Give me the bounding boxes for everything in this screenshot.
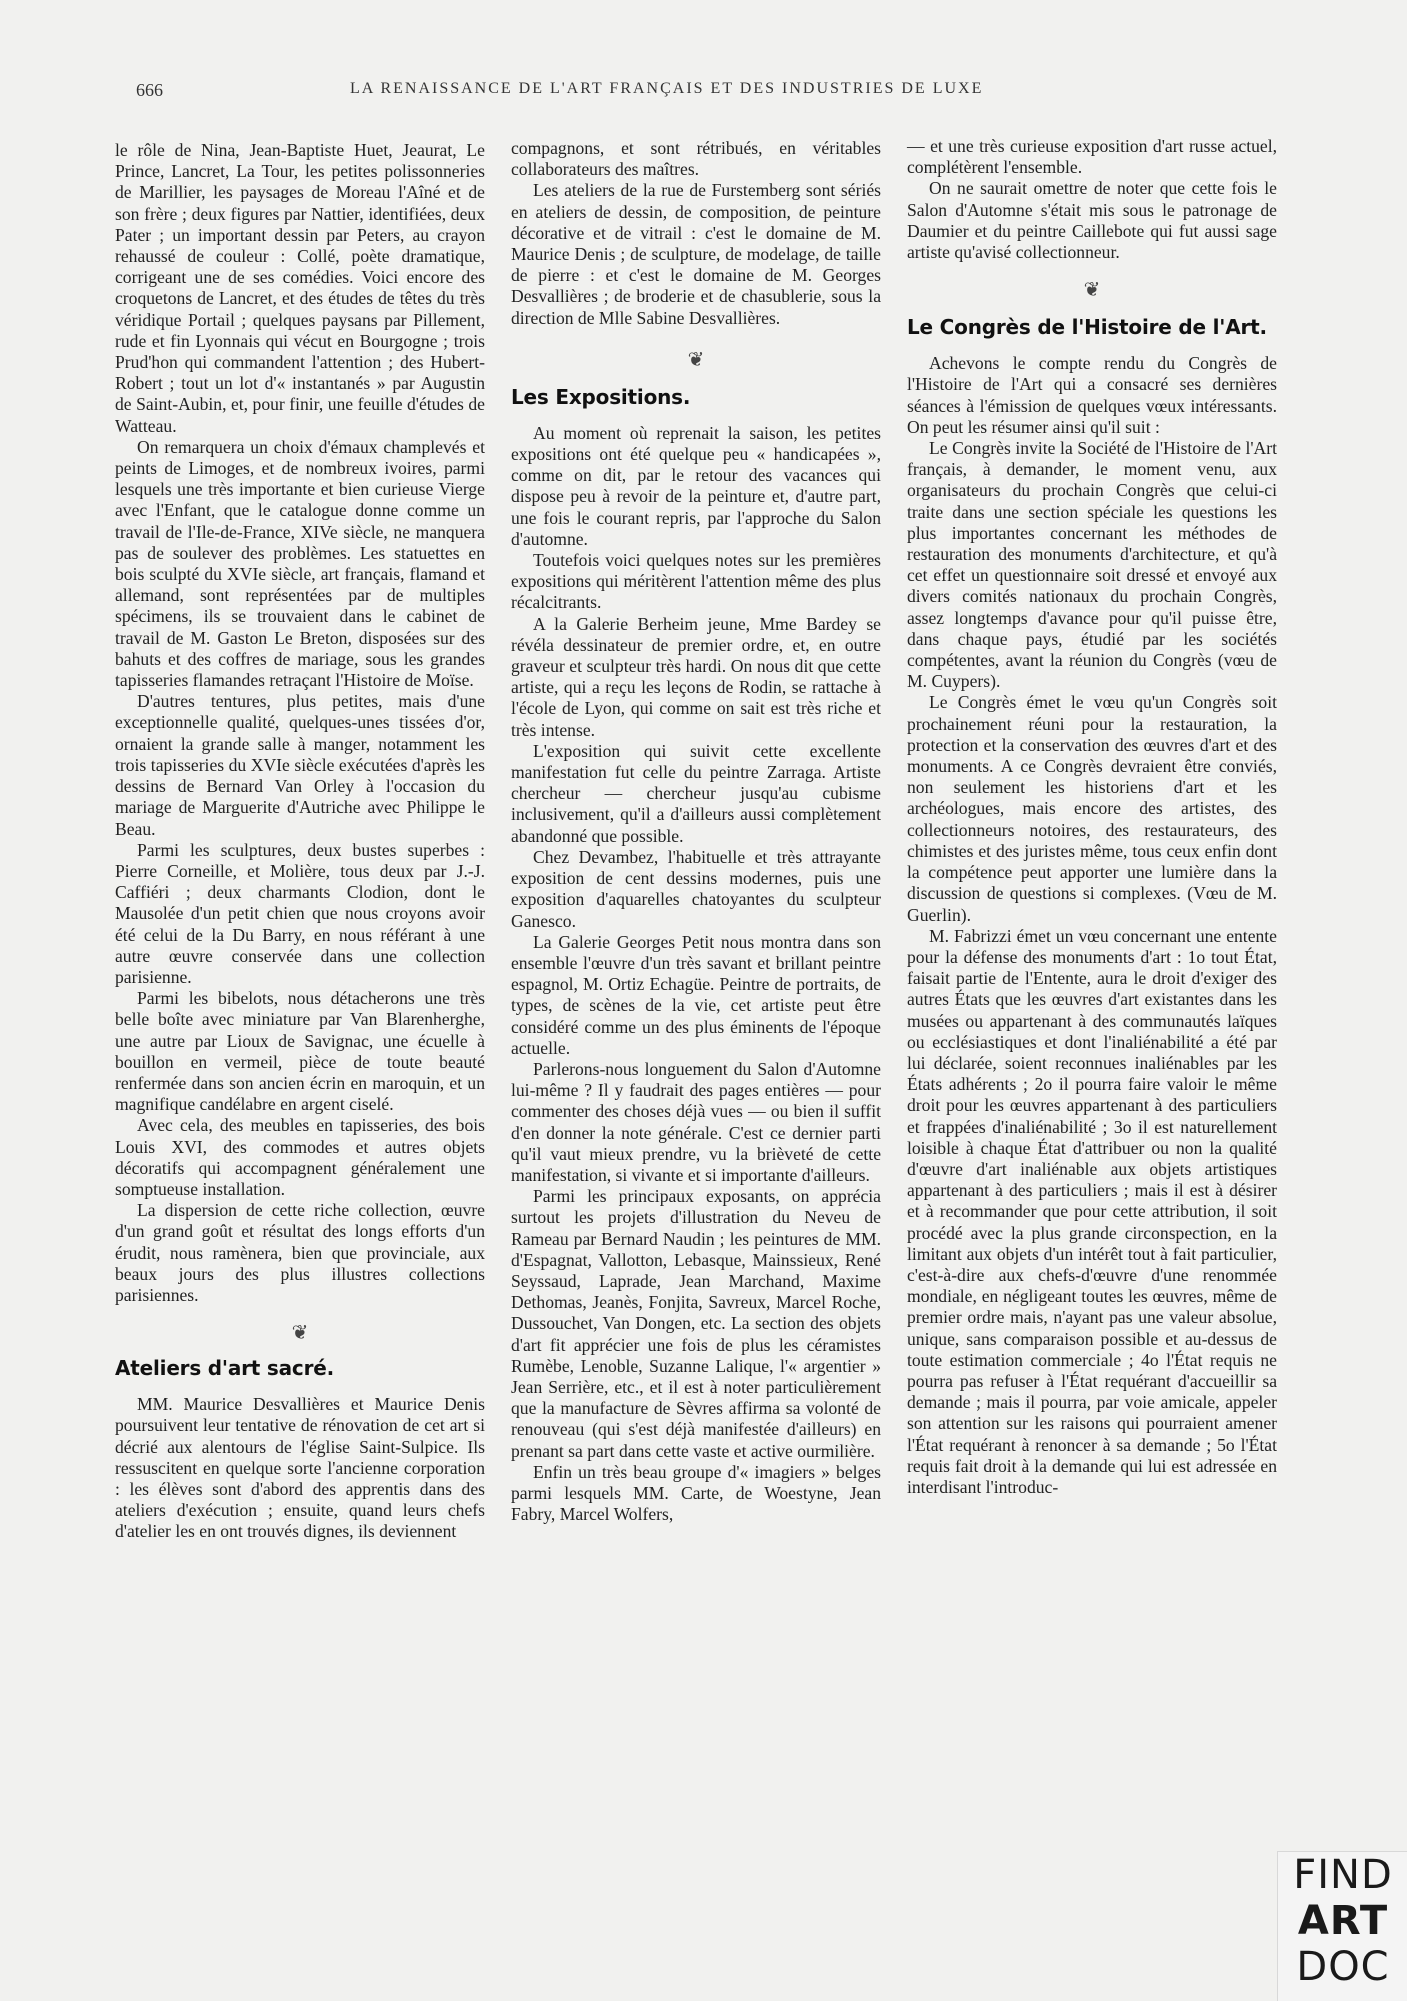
page-number: 666 [136,80,163,100]
paragraph: A la Galerie Berheim jeune, Mme Bardey se révéla dessinateur de premier ordre, et, en outre graveur et sculpteur très hardi. On nous dit que cette artiste, qui a reçu les leçons de Rodin, se rattache à l'école de Lyon, qui comme on sait est très riche et très intense. [511,613,881,740]
paragraph: Enfin un très beau groupe d'« imagiers » belges parmi lesquels MM. Carte, de Woestyne, Jean Fabry, Marcel Wolfers, [511,1461,881,1525]
paragraph: Le Congrès émet le vœu qu'un Congrès soit prochainement réuni pour la restauration, la protection et la conservation des œuvres d'art et des monuments. A ce Congrès devraient être conviés, non seulement les historiens d'art et les archéologues, mais encore des artistes, des collectionneurs notoires, des restaurateurs, des chimistes et des juristes même, tous ceux enfin dont la compétence peut apporter une lumière dans la discussion de questions si complexes. (Vœu de M. Guerlin). [907,692,1277,925]
paragraph: Toutefois voici quelques notes sur les premières expositions qui méritèrent l'attention même des plus récalcitrants. [511,550,881,613]
column-3 [907,136,1277,1498]
paragraph: La dispersion de cette riche collection, œuvre d'un grand goût et résultat des longs efforts d'un érudit, nous ramènera, bien que provinciale, aux beaux jours des plus illustres collections parisiennes. [115,1200,485,1305]
paragraph: M. Fabrizzi émet un vœu concernant une entente pour la défense des monuments d'art : 1o tout État, faisait partie de l'Entente, aura le droit d'exiger des autres États que les œuvres d'art existantes dans les musées ou appartenant à des communautés laïques ou ecclésiastiques et dont l'inaliénabilité a été par lui déclarée, soient reconnues inaliénables par les États adhérents ; 2o il pourra faire valoir le même droit pour les œuvres appartenant à des particuliers et frappées d'inaliénabilité ; 3o il est naturellement loisible à chaque État d'attribuer ou non la qualité d'œuvre d'art inaliénable aux objets artistiques appartenant à des particuliers ; mais il est à désirer et à recommander que pour cette attribution, il soit procédé avec la plus grande circonspection, en la limitant aux objets d'un intérêt tout à fait particulier, c'est-à-dire aux chefs-d'œuvre d'une renommée mondiale, en négligeant toutes les œuvres, même de premier ordre mais, n'ayant pas une valeur absolue, unique, sans comparaison possible et au-dessus de toute estimation commerciale ; 4o l'État requis ne pourra pas refuser à l'État requérant d'accueillir sa demande ; mais il pourra, par voie amicale, appeler son attention sur les raisons qui pourraient amener l'État requérant à renoncer à sa demande ; 5o l'État requis fait droit à la demande qui lui est adressée en interdisant l'introduc- [907,925,1277,1497]
paragraph: — et une très curieuse exposition d'art russe actuel, complétèrent l'ensemble. [907,136,1277,178]
paragraph: Parmi les bibelots, nous détacherons une très belle boîte avec miniature par Van Blarenherghe, une autre par Lioux de Savignac, une écuelle à bouillon en vermeil, pièce de toute beauté renfermée dans son ancien écrin en maroquin, et un magnifique candélabre en argent ciselé. [115,988,485,1115]
running-title: LA RENAISSANCE DE L'ART FRANÇAIS ET DES INDUSTRIES DE LUXE [350,80,984,97]
paragraph: On remarquera un choix d'émaux champlevés et peints de Limoges, et de nombreux ivoires, parmi lesquels une très importante et bien curieuse Vierge avec l'Enfant, que le catalogue donne comme un travail de l'Ile-de-France, XIVe siècle, ne manquera pas de soulever des problèmes. Les statuettes en bois sculpté du XVIe siècle, art français, flamand et allemand, sont représentées par de multiples spécimens, ils se trouvaient dans le cabinet de travail de M. Gaston Le Breton, disposées sur des bahuts et des coffres de mariage, sous les grandes tapisseries flamandes retraçant l'Histoire de Moïse. [115,436,485,691]
paragraph: MM. Maurice Desvallières et Maurice Denis poursuivent leur tentative de rénovation de cet art si décrié aux alentours de l'église Saint-Sulpice. Ils ressuscitent en quelque sorte l'ancienne corporation : les élèves sont d'abord des apprentis dans des ateliers d'exécution ; ensuite, quand leurs chefs d'atelier les en ont trouvés dignes, ils deviennent [115,1394,485,1542]
page-header [130,80,1290,108]
paragraph: Parmi les principaux exposants, on apprécia surtout les projets d'illustration du Neveu de Rameau par Bernard Naudin ; les peintures de MM. d'Espagnat, Vallotton, Lebasque, Mainssieux, René Seyssaud, Laprade, Jean Marchand, Maxime Dethomas, Jeanès, Fonjita, Savreux, Marcel Roche, Dussouchet, Van Dongen, etc. La section des objets d'art fit apprécier une fois de plus les céramistes Rumèbe, Lenoble, Suzanne Lalique, l'« argentier » Jean Serrière, etc., et il est à noter particulièrement que la manufacture de Sèvres affirma sa volonté de renouveau (qui s'est déjà manifestée d'ailleurs) en prenant sa part dans cette vaste et active ourmilière. [511,1186,881,1461]
paragraph: L'exposition qui suivit cette excellente manifestation fut celle du peintre Zarraga. Artiste chercheur — chercheur jusqu'au cubisme inclusivement, qu'il a d'ailleurs aussi complètement abandonné que possible. [511,740,881,846]
section-heading: Les Expositions. [511,384,691,409]
ornament-icon: ❦ [291,1322,309,1345]
section-heading: Le Congrès de l'Histoire de l'Art. [907,315,1267,340]
paragraph: Chez Devambez, l'habituelle et très attrayante exposition de cent dessins modernes, puis une exposition d'aquarelles chatoyantes du sculpteur Ganesco. [511,846,881,931]
column-2 [511,138,881,1525]
paragraph: Les ateliers de la rue de Furstemberg sont sériés en ateliers de dessin, de composition, de peinture décorative et de vitrail : c'est le domaine de M. Maurice Denis ; de sculpture, de modelage, de taille de pierre : et c'est le domaine de M. Georges Desvallières ; de broderie et de chasublerie, sous la direction de Mlle Sabine Desvallières. [511,180,881,328]
paragraph: compagnons, et sont rétribués, en véritables collaborateurs des maîtres. [511,138,881,180]
ornament-icon: ❦ [1083,279,1101,302]
paragraph: D'autres tentures, plus petites, mais d'une exceptionnelle qualité, quelques-unes tissées d'or, ornaient la grande salle à manger, notamment les trois tapisseries du XVIe siècle exécutées d'après les dessins de Bernard Van Orley à l'occasion du mariage de Marguerite d'Autriche avec Philippe le Beau. [115,691,485,839]
paragraph: Avec cela, des meubles en tapisseries, des bois Louis XVI, des commodes et autres objets décoratifs qui accompagnent généralement une somptueuse installation. [115,1115,485,1199]
ornament-icon: ❦ [687,348,705,371]
logo-line: FIND [1293,1852,1393,1898]
paragraph: Le Congrès invite la Société de l'Histoire de l'Art français, à demander, le moment venu, aux organisateurs du prochain Congrès que celui-ci traite dans une section spéciale les questions les plus importantes concernant les méthodes de restauration des monuments d'architecture, et qu'à cet effet un questionnaire soit dressé et envoyé aux divers comités nationaux du prochain Congrès, assez longtemps d'avance pour qu'il puisse être, dans chaque pays, étudié par les sociétés compétentes, avant la réunion du Congrès (vœu de M. Cuypers). [907,438,1277,692]
paragraph: le rôle de Nina, Jean-Baptiste Huet, Jeaurat, Le Prince, Lancret, La Tour, les petites polissonneries de Marillier, les paysages de Moreau l'Aîné et de son frère ; deux figures par Nattier, identifiées, deux Pater ; un important dessin par Peters, au crayon rehaussé de couleur : Collé, poète dramatique, corrigeant une de ses comédies. Voici encore des croquetons de Lancret, et des études de têtes du très véridique Portail ; quelques paysans par Pillement, rude et fin Lyonnais qui vécut en Bourgogne ; trois Prud'hon qui commandent l'attention ; des Hubert-Robert ; tout un lot d'« instantanés » par Augustin de Saint-Aubin, et, pour finir, une feuille d'études de Watteau. [115,140,485,436]
section-heading: Ateliers d'art sacré. [115,1356,335,1381]
logo-line: ART [1297,1898,1389,1944]
paragraph: La Galerie Georges Petit nous montra dans son ensemble l'œuvre d'un très savant et brillant peintre espagnol, M. Ortiz Echagüe. Peintre de portraits, de types, de scènes de la vie, cet artiste peut être considéré comme un des plus éminents de l'époque actuelle. [511,931,881,1058]
paragraph: Achevons le compte rendu du Congrès de l'Histoire de l'Art qui a consacré ses dernières séances à l'émission de quelques vœux intéressants. On peut les résumer ainsi qu'il suit : [907,353,1277,437]
paragraph: On ne saurait omettre de noter que cette fois le Salon d'Automne s'était mis sous le patronage de Daumier et du peintre Caillebote qui fut aussi sage artiste qu'avisé collectionneur. [907,178,1277,263]
paragraph: Parlerons-nous longuement du Salon d'Automne lui-même ? Il y faudrait des pages entières — pour commenter des choses déjà vues — ou bien il suffit d'en donner la note générale. C'est ce dernier parti qu'il vaut mieux prendre, vu la brièveté de cette manifestation, si vivante et si importante d'ailleurs. [511,1058,881,1185]
paragraph: Parmi les sculptures, deux bustes superbes : Pierre Corneille, et Molière, tous deux par J.-J. Caffiéri ; deux charmants Clodion, dont le Mausolée d'un petit chien que nous croyons avoir été celui de la Du Barry, en nous référant à une autre œuvre conservée dans une collection parisienne. [115,839,485,987]
logo-line: DOC [1296,1944,1390,1990]
paragraph: Au moment où reprenait la saison, les petites expositions ont été quelque peu « handicapées », comme on dit, par le retour des vacances qui dispose peu à revoir de la peinture et, d'autre part, une fois le courant repris, par l'approche du Salon d'automne. [511,422,881,549]
column-1 [115,140,485,1543]
findartdoc-logo [1277,1851,1407,2001]
